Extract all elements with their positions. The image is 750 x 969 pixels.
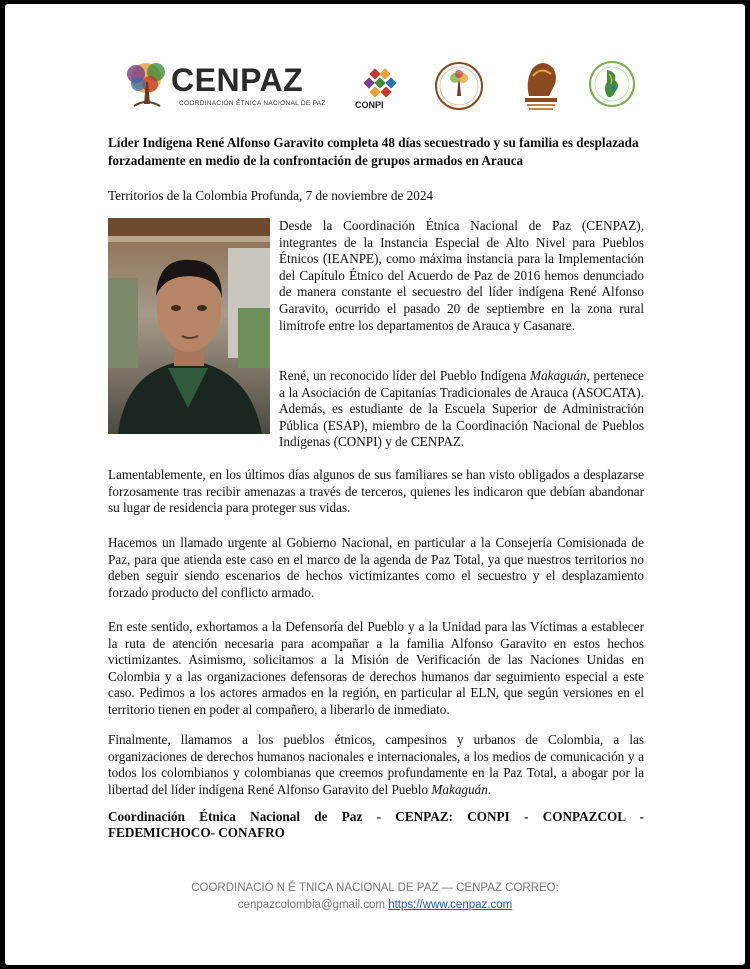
paragraph-text: . — [487, 781, 492, 797]
footer-contact-line — [5, 897, 745, 914]
conafro-head-icon — [519, 56, 563, 114]
circular-seal-logo — [433, 60, 485, 112]
paragraph-intro: Desde la Coordinación Étnica Nacional de Paz (CENPAZ), integrantes de la Instancia Especial de Alto Nivel para Pueblos Étnicos (IEANPE), como máxima instancia para la Implementación del Capítulo Étnico del Acuerdo de Paz de 2016 hemos denunciado de manera constante el secuestro del líder indígena René Alfonso Garavito, ocurrido el pasado 20 de septiembre en la zona rural limítrofe entre los departamentos de Arauca y Casanare. — [279, 218, 644, 333]
document-page — [5, 4, 745, 965]
paragraph-exhortation: En este sentido, exhortamos a la Defensoría del Pueblo y a la Unidad para las Víctimas a establecer la ruta de atención necesaria para acompañar a la familia Alfonso Garavito en estos hechos victimizantes. Asimismo, solicitamos a la Misión de Verificación de las Naciones Unidas en Colombia y a las organizaciones defensoras de derechos humanos dar seguimiento especial a este caso. Pedimos a los actores armados en la región, en particular al ELN, que según versiones en el territorio tienen en poder al compañero, a liberarlo de inmediato. — [108, 619, 644, 717]
paragraph-displacement: Lamentablemente, en los últimos días algunos de sus familiares se han visto obligados a desplazarse forzosamente tras recibir amenazas a través de terceros, quienes les indicaron que debían abandonar su lugar de residencia para proteger sus vidas. — [108, 467, 644, 516]
cenpaz-subtitle: COORDINACIÓN ÉTNICA NACIONAL DE PAZ — [179, 100, 326, 107]
conafro-logo — [519, 56, 563, 114]
paragraph-text: , pertenece a la Asociación de Capitanías Tradicionales de Arauca (ASOCATA). Además, es estudiante de la Escuela Superior de Administración Pública (ESAP), miembro de la Coordinación Nacional de Pueblos Indígenas (CONPI) y de CENPAZ. — [279, 368, 645, 450]
footer-email: cenpazcolombia@gmail.com — [237, 899, 385, 911]
paragraph-text: René, un reconocido líder del Pueblo Indígena — [279, 368, 531, 383]
logo-bar — [121, 56, 641, 118]
paragraph-text: Finalmente, llamamos a los pueblos étnicos, campesinos y urbanos de Colombia, a las organizaciones de derechos humanos nacionales e internacionales, a los medios de comunicación y a todos los colombianos y colombianas que creemos profundamente en la Paz Total, a abogar por la libertad del líder indígena René Alfonso Garavito del Pueblo — [108, 732, 644, 797]
dateline: Territorios de la Colombia Profunda, 7 de noviembre de 2024 — [108, 188, 434, 203]
footer — [5, 880, 745, 914]
cenpaz-wordmark: CENPAZ — [171, 62, 304, 98]
paragraph-closing — [108, 732, 644, 798]
seal-icon — [433, 60, 485, 112]
fedemichoco-logo — [587, 56, 637, 112]
paragraph-leader-profile — [279, 368, 644, 451]
map-seal-icon — [587, 56, 637, 112]
conpi-logo — [353, 68, 409, 112]
portrait-image — [108, 218, 270, 434]
conpi-mosaic-icon — [353, 68, 409, 100]
press-release-headline: Líder Indígena René Alfonso Garavito completa 48 días secuestrado y su familia es desplazada forzadamente en medio de la confrontación de grupos armados en Arauca — [108, 135, 639, 168]
signature-line-1: Coordinación Étnica Nacional de Paz - CENPAZ: CONPI - CONPAZCOL - — [108, 809, 644, 824]
signature-line-2: FEDEMICHOCO- CONAFRO — [108, 825, 285, 840]
footer-org-line: COORDINACIÓ N É TNICA NACIONAL DE PAZ — CENPAZ CORREO: — [191, 882, 559, 894]
paragraph-call-to-government: Hacemos un llamado urgente al Gobierno Nacional, en particular a la Consejería Comisionada de Paz, para que atienda este caso en el marco de la agenda de Paz Total, ya que nuestros territorios no deben seguir siendo escenarios de hechos victimizantes como el secuestro y el desplazamiento forzado producto del conflicto armado. — [108, 535, 644, 600]
conpi-wordmark: CONPI — [355, 100, 384, 110]
website-link[interactable]: https://www.cenpaz.com — [388, 899, 513, 911]
people-name-italic: Makaguán — [431, 781, 488, 797]
cenpaz-logo — [121, 60, 331, 112]
people-name-italic: Makaguán — [530, 368, 587, 383]
leader-photo — [108, 218, 270, 434]
